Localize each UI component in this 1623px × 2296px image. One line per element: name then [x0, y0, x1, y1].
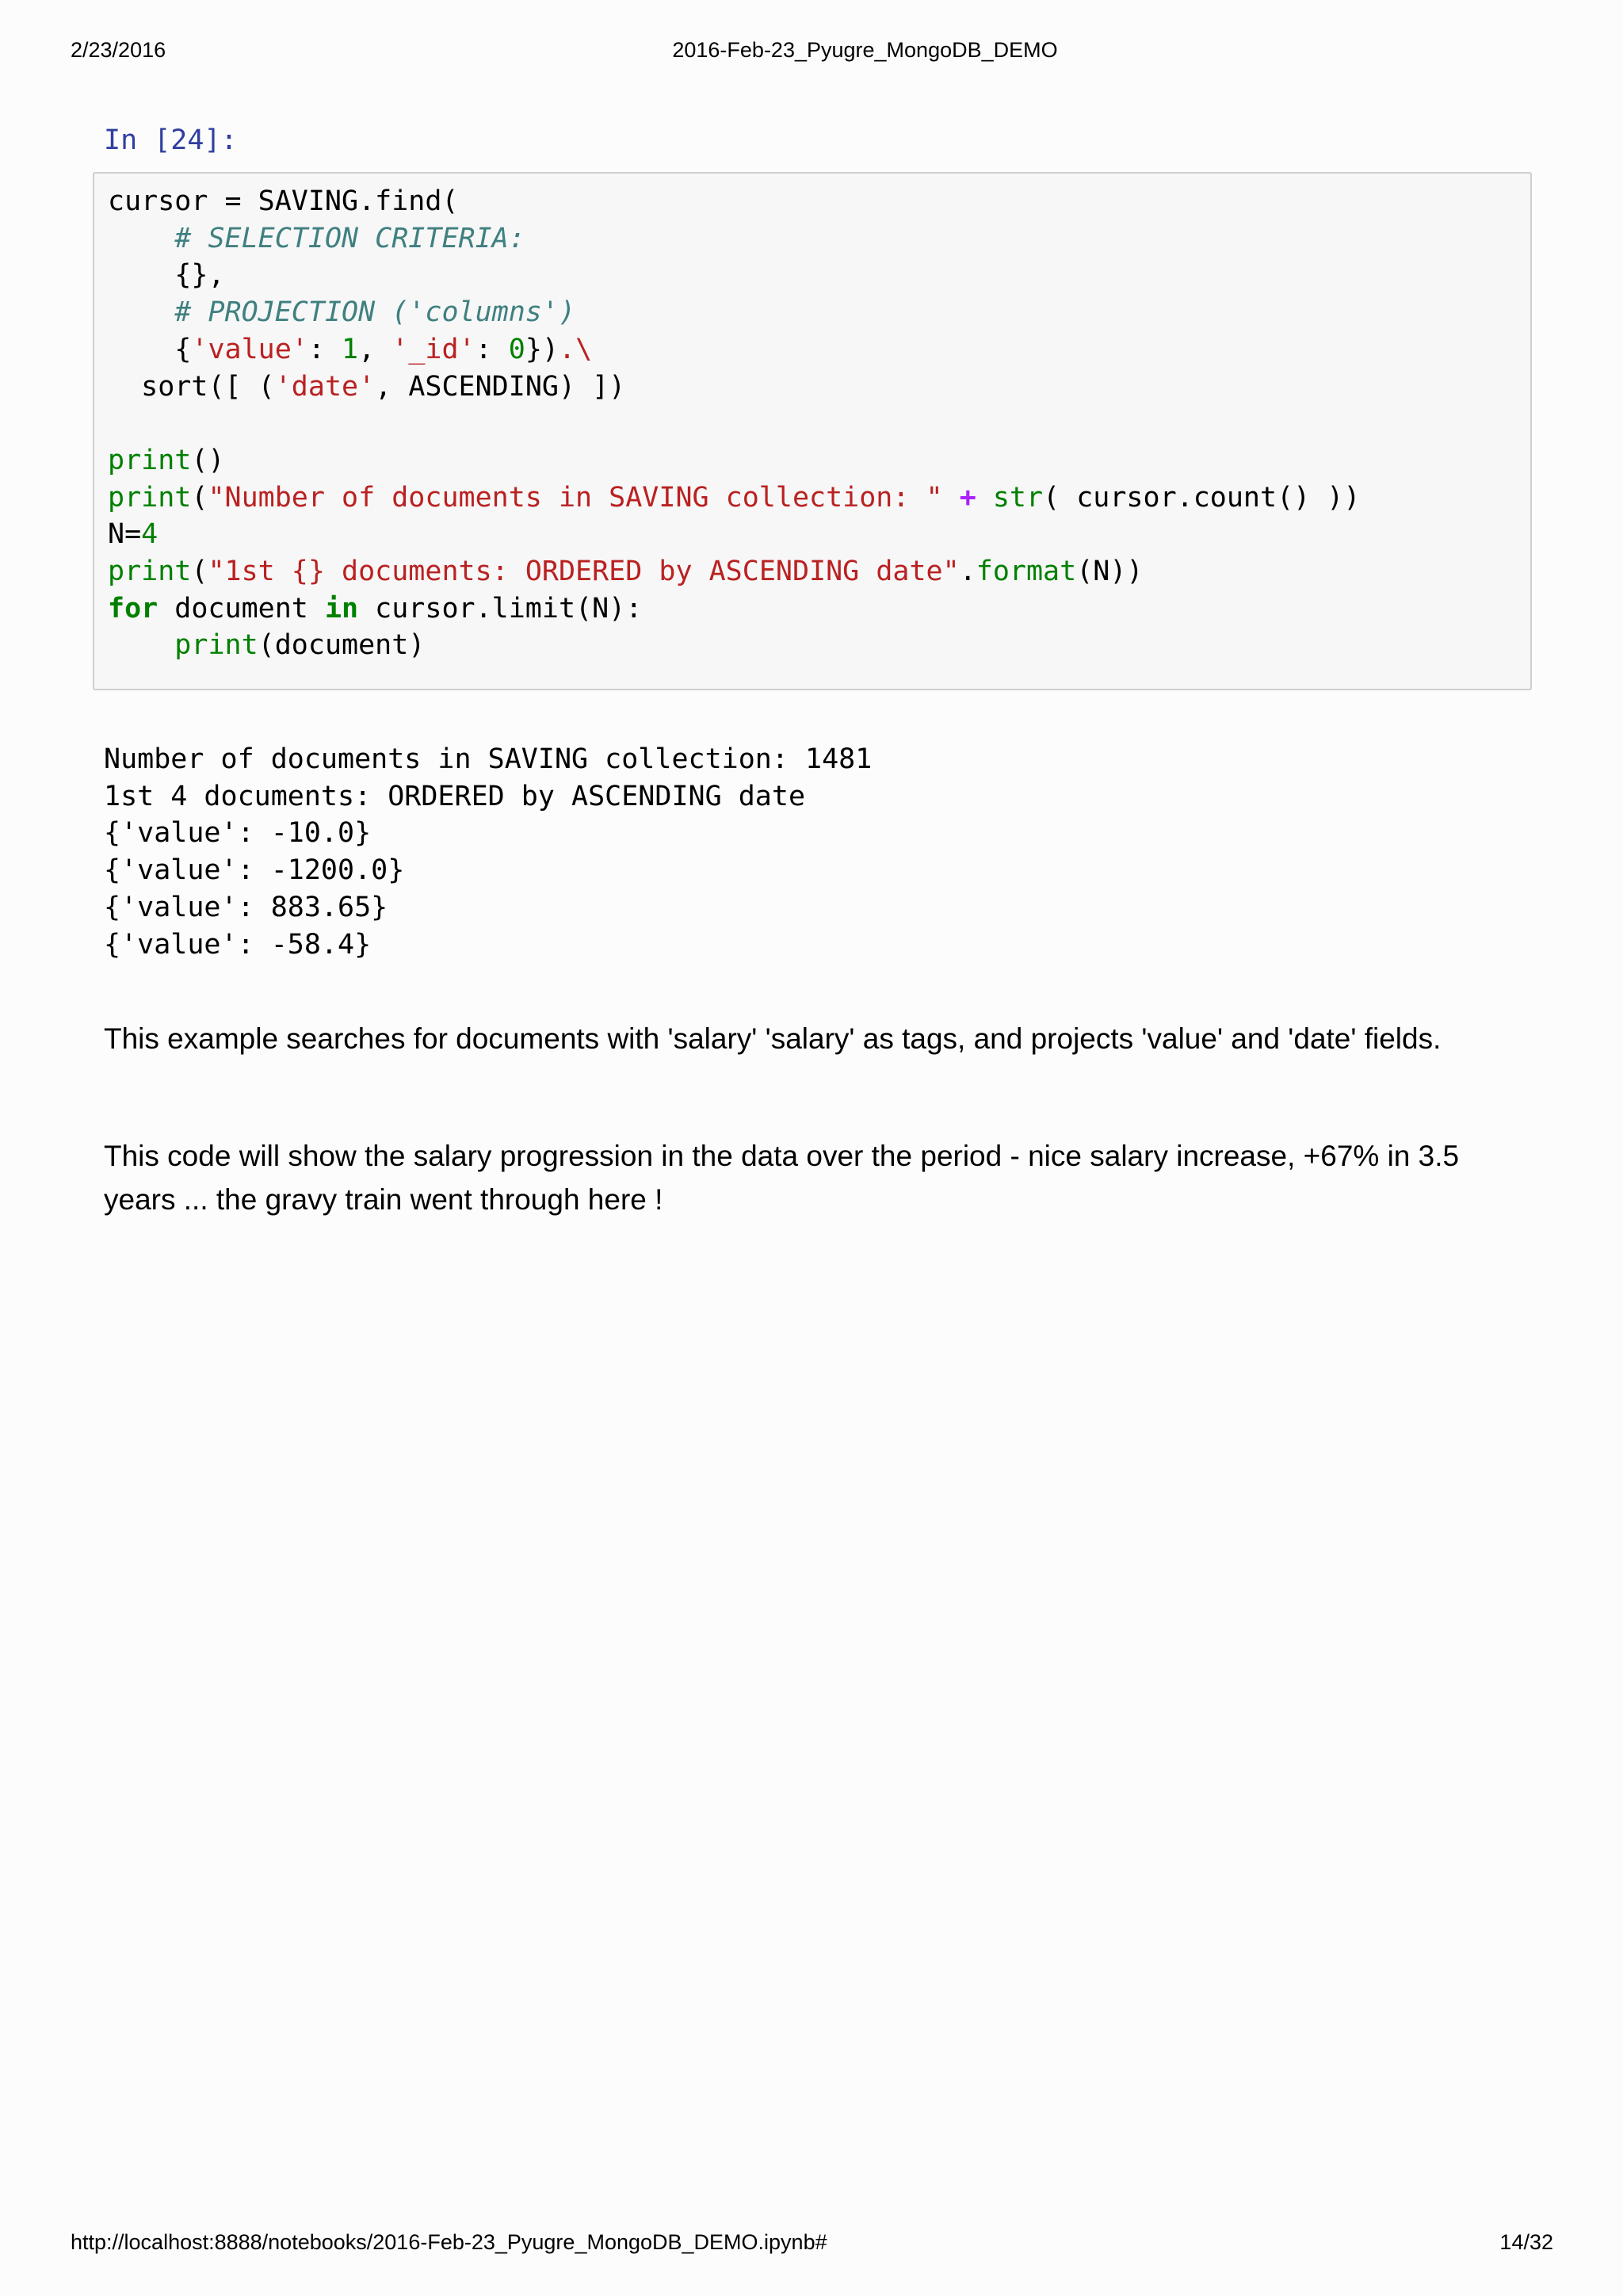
output-line: Number of documents in SAVING collection: 1481	[104, 743, 873, 775]
code-line-2: # SELECTION CRITERIA:	[174, 222, 525, 254]
print-date: 2/23/2016	[71, 38, 166, 62]
code-editor[interactable]	[108, 183, 1360, 664]
markdown-paragraph: This code will show the salary progression in the data over the period - nice salary increase, +67% in 3.5 years ... the gravy train went through here !	[104, 1140, 1460, 1216]
code-line-6: sort([ ('date', ASCENDING) ])	[141, 370, 626, 403]
code-line-9: print("Number of documents in SAVING collection: " + str( cursor.count() ))	[108, 481, 1361, 514]
page-number: 14/32	[1499, 2230, 1553, 2254]
output-line: {'value': -1200.0}	[104, 854, 405, 887]
output-line: 1st 4 documents: ORDERED by ASCENDING date	[104, 780, 806, 812]
page-url: http://localhost:8888/notebooks/2016-Feb-23_Pyugre_MongoDB_DEMO.ipynb#	[71, 2230, 827, 2254]
markdown-paragraph: This example searches for documents with 'salary' 'salary' as tags, and projects 'value' and 'date' fields.	[104, 1022, 1442, 1055]
code-line-3: {},	[174, 259, 225, 292]
input-prompt: In [24]:	[104, 124, 238, 156]
notebook-title: 2016-Feb-23_Pyugre_MongoDB_DEMO	[672, 38, 1058, 62]
code-line-8: print()	[108, 444, 225, 476]
code-line-11: print("1st {} documents: ORDERED by ASCENDING date".format(N))	[108, 556, 1144, 588]
code-line-12: for document in cursor.limit(N):	[108, 592, 643, 625]
code-line-10: N=4	[108, 518, 158, 551]
output-line: {'value': -10.0}	[104, 817, 372, 850]
code-line-5: {'value': 1, '_id': 0}).\	[174, 333, 593, 365]
output-line: {'value': 883.65}	[104, 891, 388, 923]
code-line-1: cursor = SAVING.find(	[108, 185, 459, 217]
cell-output	[104, 741, 872, 963]
code-line-13: print(document)	[174, 629, 426, 662]
output-line: {'value': -58.4}	[104, 928, 372, 961]
code-cell[interactable]	[93, 172, 1532, 690]
code-line-4: # PROJECTION ('columns')	[174, 296, 576, 329]
